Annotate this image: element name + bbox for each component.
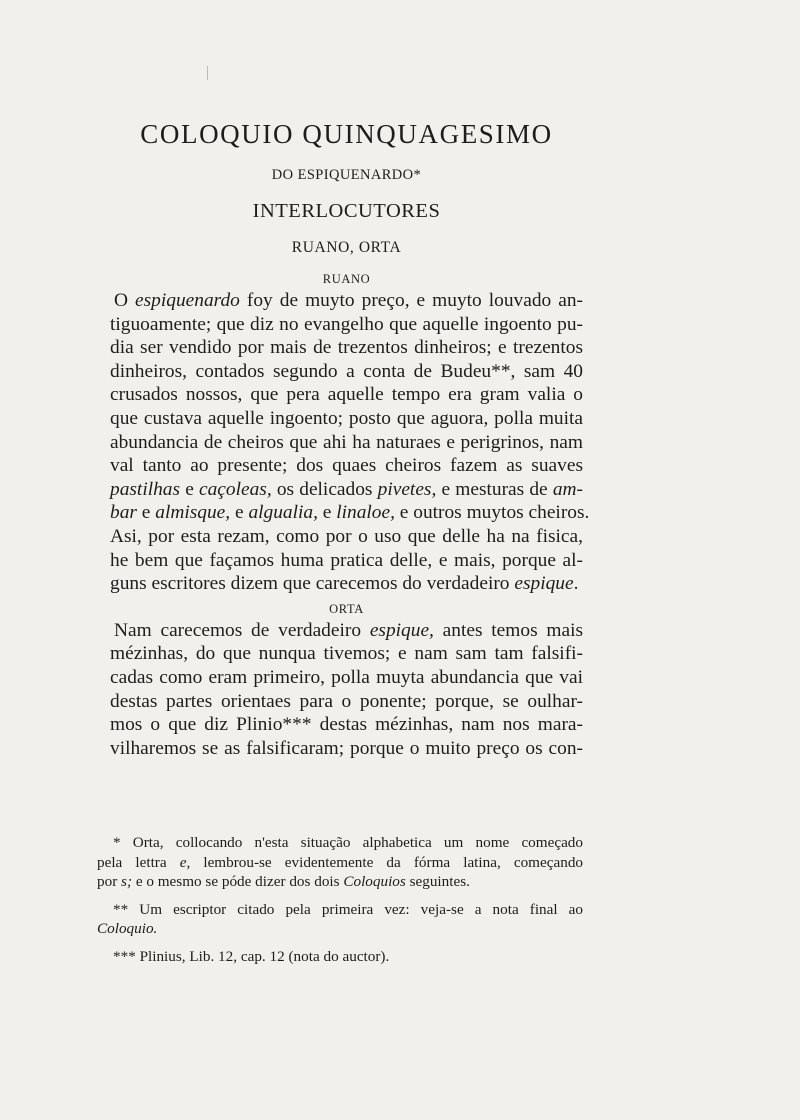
text-line: Asi, por esta rezam, como por o uso que delle ha na fisica, [110, 525, 583, 547]
italic-term: espiquenardo [135, 290, 240, 311]
italic-term: bar [110, 502, 137, 524]
page-subtitle: DO ESPIQUENARDO* [271, 167, 422, 183]
text-line: he bem que façamos huma pratica delle, e mais, porque al- [110, 549, 583, 571]
text-line: dinheiros, contados segundo a conta de Budeu**, sam 40 [110, 360, 583, 382]
text-line: guns escritores dizem que carecemos do verdadeiro espique. [110, 573, 579, 595]
text-line: pastilhas e caçoleas, os delicados pivetes, e mesturas de am- [110, 478, 583, 500]
text-line: que custava aquelle ingoento; posto que aguora, polla muita [110, 407, 583, 429]
text-line [97, 919, 583, 939]
interlocutors-names: RUANO, ORTA [291, 239, 402, 256]
italic-term: Coloquio. [97, 920, 158, 938]
footnote-1 [97, 833, 583, 892]
text-line: crusados nossos, que pera aquelle tempo era gram valia o [110, 384, 583, 406]
text-line: tiguoamente; que diz no evangelho que aquelle ingoento pu- [110, 313, 583, 335]
page-title: COLOQUIO QUINQUAGESIMO [140, 119, 553, 149]
text-line: bar e almisque, e algualia, e linaloe, e outros muytos cheiros. [110, 502, 590, 524]
paragraph-ruano [110, 289, 590, 596]
text-line: val tanto ao presente; dos quaes cheiros fazem as suaves [110, 455, 583, 477]
italic-term: caçoleas, [198, 478, 272, 500]
paragraph-orta [110, 619, 583, 761]
italic-term: espique [514, 573, 574, 595]
speaker-label-orta: ORTA [329, 601, 364, 616]
text-line: vilharemos se as falsificaram; porque o muito preço os con- [110, 737, 583, 759]
text-line: mos o que diz Plinio*** destas mézinhas, nam nos mara- [110, 714, 583, 736]
italic-term: Coloquios [343, 873, 406, 891]
text-line: pela lettra e, lembrou-se evidentemente da fórma latina, começando [97, 853, 584, 871]
text-line: cadas como eram primeiro, polla muyta abundancia que vai [110, 666, 583, 688]
page-mark [207, 66, 208, 80]
footnote-3 [97, 947, 583, 967]
italic-term: linaloe, [336, 502, 395, 524]
text-line: Nam carecemos de verdadeiro espique, antes temos mais [114, 619, 584, 641]
text-line: * Orta, collocando n'esta situação alphabetica um nome começado [113, 834, 583, 851]
interlocutors-heading: INTERLOCUTORES [252, 200, 441, 222]
text-line: *** Plinius, Lib. 12, cap. 12 (nota do auctor). [113, 947, 390, 965]
footnote-2 [97, 900, 583, 939]
italic-term: e, [179, 853, 191, 871]
speaker-label-ruano: RUANO [322, 272, 371, 286]
text-line: mézinhas, do que nunqua tivemos; e nam sam tam falsifi- [110, 643, 583, 665]
text-line: destas partes orientaes para o ponente; porque, se oulhar- [110, 690, 583, 712]
text-line: abundancia de cheiros que ahi ha naturaes e perigrinos, nam [110, 431, 583, 453]
italic-term: espique, [369, 619, 434, 641]
text-line: ** Um escriptor citado pela primeira vez: veja-se a nota final ao [113, 900, 583, 918]
italic-term: algualia, [248, 502, 318, 524]
italic-term: pivetes, [377, 478, 437, 500]
page-body [110, 118, 590, 760]
italic-term: pastilhas [110, 478, 181, 500]
footnotes [97, 833, 583, 967]
text-line: O espiquenardo foy de muyto preço, e muyto louvado an- [114, 290, 583, 311]
italic-term: am- [552, 478, 583, 500]
italic-term: almisque, [155, 502, 231, 524]
text-line: por s; e o mesmo se póde dizer dos dois Coloquios seguintes. [97, 873, 470, 891]
italic-term: s; [121, 873, 133, 891]
text-line: dia ser vendido por mais de trezentos dinheiros; e trezentos [110, 337, 583, 359]
